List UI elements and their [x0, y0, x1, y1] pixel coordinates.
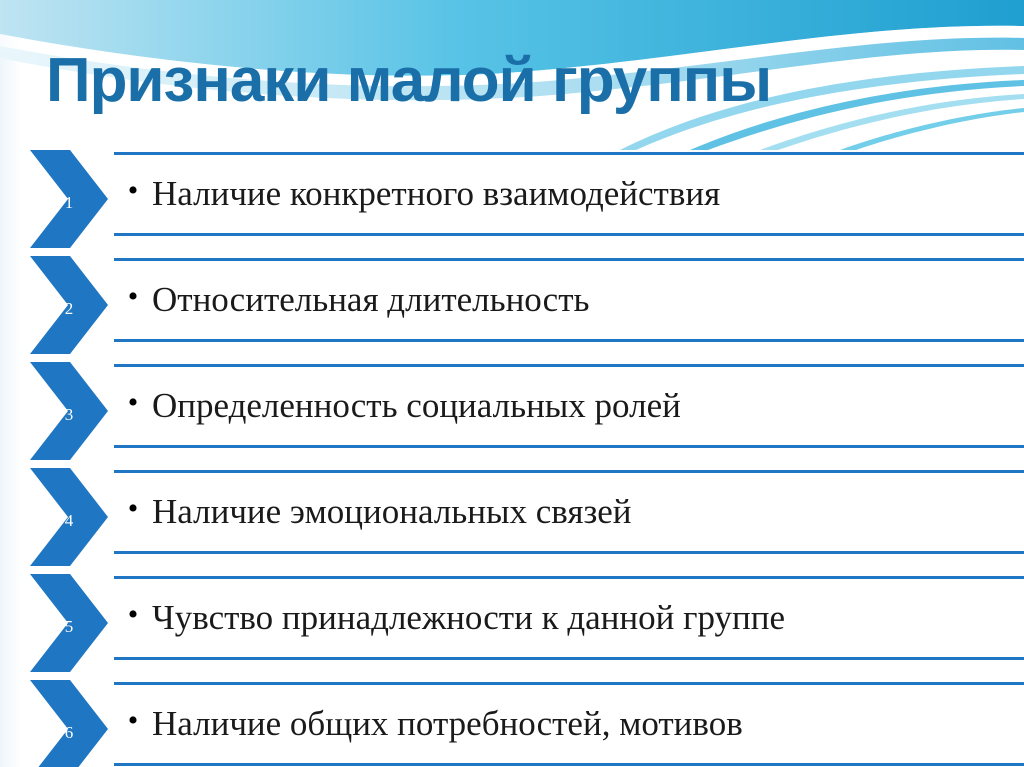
list-item — [0, 676, 1024, 767]
item-bar — [114, 576, 1024, 660]
list-item — [0, 146, 1024, 252]
item-number: 4 — [64, 511, 74, 530]
bullet-icon: • — [127, 598, 139, 631]
item-bar — [114, 682, 1024, 766]
item-text: Наличие общих потребностей, мотивов — [152, 704, 743, 743]
list-item — [0, 570, 1024, 676]
bullet-icon: • — [127, 386, 139, 419]
item-bar — [114, 258, 1024, 342]
list-item — [0, 252, 1024, 358]
item-bar — [114, 364, 1024, 448]
item-number: 5 — [64, 617, 74, 636]
item-text: Относительная длительность — [152, 280, 590, 319]
bullet-icon: • — [127, 492, 139, 525]
bullet-icon: • — [127, 174, 139, 207]
item-number: 1 — [64, 193, 74, 212]
feature-list — [0, 146, 1024, 767]
chevron-icon — [30, 362, 122, 460]
item-text: Чувство принадлежности к данной группе — [152, 598, 785, 637]
item-bar — [114, 470, 1024, 554]
item-number: 3 — [64, 405, 74, 424]
item-text: Определенность социальных ролей — [152, 386, 681, 425]
chevron-icon — [30, 574, 122, 672]
item-number: 2 — [64, 299, 74, 318]
item-bar — [114, 152, 1024, 236]
list-item — [0, 464, 1024, 570]
page-title: Признаки малой группы — [46, 46, 772, 115]
chevron-icon — [30, 150, 122, 248]
list-item — [0, 358, 1024, 464]
chevron-icon — [30, 256, 122, 354]
chevron-icon — [30, 468, 122, 566]
chevron-icon — [30, 680, 122, 767]
item-text: Наличие эмоциональных связей — [152, 492, 632, 531]
item-number: 6 — [64, 723, 74, 742]
bullet-icon: • — [127, 704, 139, 737]
bullet-icon: • — [127, 280, 139, 313]
item-text: Наличие конкретного взаимодействия — [152, 174, 721, 213]
